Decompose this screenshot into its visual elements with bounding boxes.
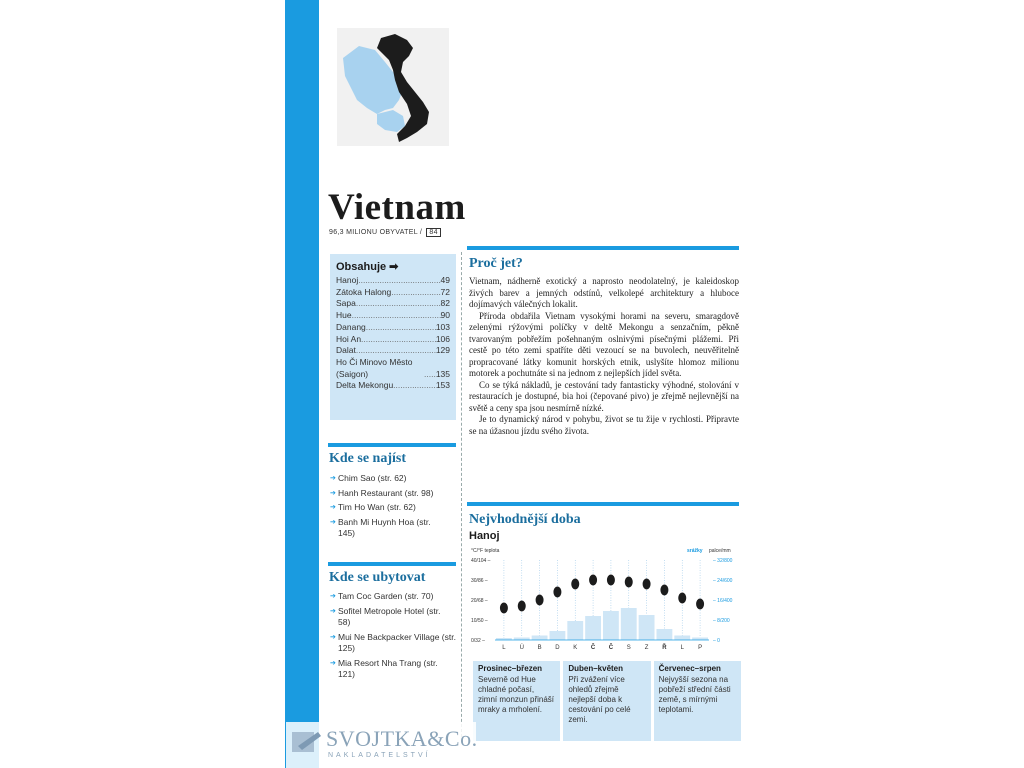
season-title: Prosinec–březen (478, 664, 543, 673)
season-box (563, 661, 650, 741)
chart-city-label: Hanoj (469, 530, 500, 542)
left-tick-label: 20/68 – (471, 598, 488, 604)
month-label: Ú (519, 645, 524, 651)
why-heading: Proč jet? (469, 256, 523, 271)
best-time-section-bar (467, 502, 739, 506)
eat-list (330, 473, 460, 543)
contents-item[interactable]: Danang ..... 103 (336, 322, 450, 334)
stay-heading: Kde se ubytovat (329, 570, 426, 585)
season-box (654, 661, 741, 741)
temperature-point (518, 601, 526, 612)
population-text: 96,3 MILIONU OBYVATEL / (329, 229, 423, 236)
month-label: Č (608, 645, 614, 651)
page-ref[interactable]: 84 (426, 228, 440, 237)
temperature-point (553, 587, 561, 598)
why-paragraph: Je to dynamický národ v pohybu, život se tu žije v rychlosti. Připravte se na úžasnou jízdu svého života. (469, 414, 739, 436)
contents-item[interactable]: Hue ..... 90 (336, 310, 450, 322)
country-title: Vietnam (328, 187, 466, 228)
month-label: S (626, 645, 631, 651)
seasons-row (473, 661, 741, 741)
rainfall-bar (585, 616, 601, 640)
temperature-point (643, 579, 651, 590)
contents-box (330, 254, 456, 420)
month-label: P (698, 645, 703, 651)
temperature-point (625, 577, 633, 588)
eat-heading: Kde se najíst (329, 451, 406, 466)
contents-item[interactable]: Dalat ..... 129 (336, 345, 450, 357)
stay-list (330, 591, 460, 684)
left-axis-label: °C/°F teplota (471, 548, 500, 554)
rainfall-bar (567, 621, 583, 640)
right-tick-label: – 8/200 (713, 618, 730, 624)
month-label: L (502, 645, 506, 651)
month-label: Ř (662, 645, 667, 651)
temperature-point (589, 575, 597, 586)
right-axis-label: palce/mm (709, 548, 731, 554)
contents-item[interactable]: Hanoj ..... 49 (336, 275, 450, 287)
eat-section-bar (328, 443, 456, 447)
eat-item[interactable]: ➔ Tim Ho Wan (str. 62) (330, 502, 460, 514)
right-tick-label: – 24/600 (713, 578, 733, 584)
why-body (469, 276, 739, 437)
stay-item[interactable]: ➔ Mui Ne Backpacker Village (str. 125) (330, 632, 463, 655)
season-text: Nejvyšší sezona na pobřeží střední části země, s mírnými teplotami. (658, 675, 731, 714)
left-tick-label: 0/32 – (471, 638, 485, 644)
temperature-point (678, 593, 686, 604)
right-tick-label: – 32/800 (713, 558, 733, 564)
season-text: Při zvážení více ohledů zřejmě nejlepší doba k cestování po celé zemi. (568, 675, 631, 724)
month-label: D (555, 645, 560, 651)
eat-item[interactable]: ➔ Chim Sao (str. 62) (330, 473, 460, 485)
rainfall-bar (674, 636, 690, 641)
rainfall-bar (532, 636, 548, 641)
temperature-point (571, 579, 579, 590)
eat-item[interactable]: ➔ Banh Mi Huynh Hoa (str. 145) (330, 517, 448, 540)
vietnam-locator-map (337, 28, 449, 146)
rainfall-bar (639, 615, 655, 640)
season-title: Červenec–srpen (658, 664, 721, 673)
left-tick-label: 30/86 – (471, 578, 488, 584)
month-label: B (537, 645, 542, 651)
right-tick-label: – 0 (713, 638, 720, 644)
rainfall-bar (550, 631, 566, 640)
temperature-point (536, 595, 544, 606)
month-label: L (680, 645, 684, 651)
contents-item[interactable]: Sapa ..... 82 (336, 298, 450, 310)
right-axis-label-bold: srážky (687, 548, 703, 554)
temperature-point (696, 599, 704, 610)
rainfall-bar (603, 611, 619, 640)
contents-item[interactable]: Zátoka Halong ..... 72 (336, 287, 450, 299)
temperature-point (607, 575, 615, 586)
blue-spine-bar (285, 0, 319, 768)
left-tick-label: 40/104 – (471, 558, 491, 564)
why-paragraph: Příroda obdařila Vietnam vysokými horami na severu, smaragdově zelenými rýžovými políčky v deltě Mekongu a senzačním, pěkně tvarovaným pobřežím pošehnaným oslnivými písečnými plážemi. Při cestě po této zemi spatříte děti vezoucí se na buvolech, neuvěřitelně propracované látky komunit horských etnik, uslyšíte hlomoz milionu motorek a pochutnáte si na jednom z nejlepších jídel světa. (469, 310, 739, 378)
stay-item[interactable]: ➔ Mia Resort Nha Trang (str. 121) (330, 658, 438, 681)
climate-chart (469, 544, 739, 656)
season-box (473, 661, 560, 741)
contents-item[interactable]: Ho Či Minovo Město (Saigon) ..... 135 (336, 357, 450, 380)
why-section-bar (467, 246, 739, 250)
rainfall-bar (621, 608, 637, 640)
month-label: Č (590, 645, 596, 651)
why-paragraph: Vietnam, nádherně exotický a naprosto neodolatelný, je kaleidoskop živých barev a jemných odstínů, velkolepé architektury a hluboce dojímavých válečných lokalit. (469, 276, 739, 309)
best-time-heading: Nejvhodnější doba (469, 512, 581, 527)
stay-section-bar (328, 562, 456, 566)
right-tick-label: – 16/400 (713, 598, 733, 604)
publisher-watermark (286, 722, 476, 768)
contents-item[interactable]: Hoi An ..... 106 (336, 334, 450, 346)
month-label: K (573, 645, 578, 651)
publisher-logo-icon (292, 728, 322, 756)
stay-item[interactable]: ➔ Sofitel Metropole Hotel (str. 58) (330, 606, 448, 629)
eat-item[interactable]: ➔ Hanh Restaurant (str. 98) (330, 488, 460, 500)
column-divider (461, 252, 463, 742)
publisher-name: SVOJTKA&Co. (326, 726, 478, 751)
publisher-subtitle: NAKLADATELSTVÍ (328, 752, 431, 759)
temperature-point (660, 585, 668, 596)
population-meta (329, 229, 441, 236)
contents-header: Obsahuje ➡ (336, 261, 399, 273)
season-title: Duben–květen (568, 664, 624, 673)
rainfall-bar (657, 629, 673, 640)
temperature-point (500, 603, 508, 614)
why-paragraph: Co se týká nákladů, je cestování tady fantasticky výhodné, stolování v restauracích je dostupné, bia hoi (čepované pivo) je zřejmě nejlevnější na světě a ceny spa jsou nesmírně nízké. (469, 379, 739, 413)
contents-item[interactable]: Delta Mekongu ..... 153 (336, 380, 450, 392)
stay-item[interactable]: ➔ Tam Coc Garden (str. 70) (330, 591, 460, 603)
season-text: Severně od Hue chladné počasí, zimní monzun přináší mraky a mrholení. (478, 675, 555, 714)
month-label: Z (644, 645, 649, 651)
left-tick-label: 10/50 – (471, 618, 488, 624)
